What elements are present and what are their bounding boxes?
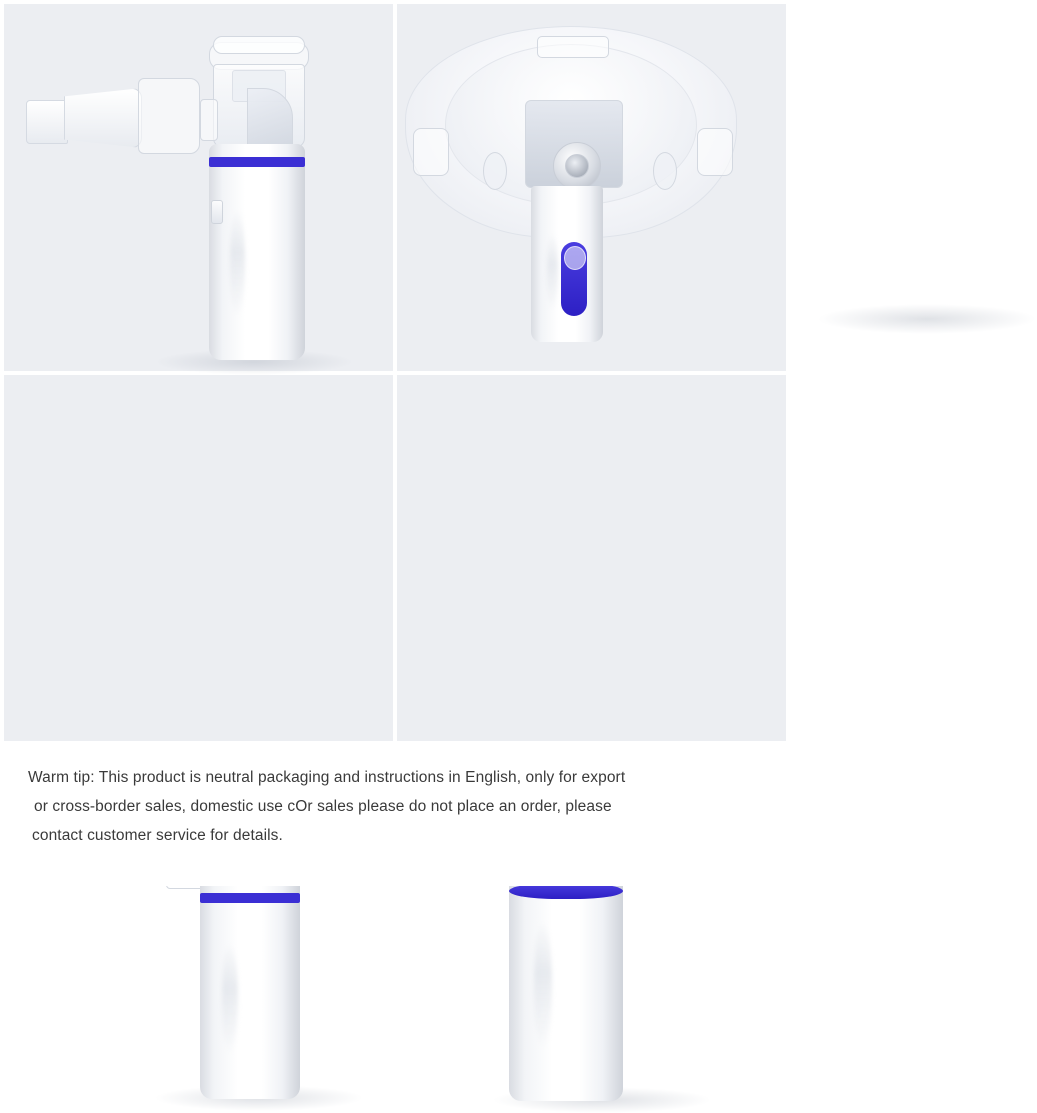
panel-nebulizer-front-view-heart — [397, 375, 786, 742]
panel-nebulizer-with-face-mask — [397, 4, 786, 371]
connector-latch — [200, 99, 218, 141]
side-button — [211, 200, 223, 224]
mask-vent-left — [483, 152, 507, 190]
device-body — [200, 877, 300, 1099]
mask-strap-tab-left — [413, 128, 449, 176]
mask-strap-tab-right — [697, 128, 733, 176]
cup-lid-rim — [213, 36, 305, 54]
warm-tip-line-2: or cross-border sales, domestic use cOr sales please do not place an order, please — [34, 798, 612, 815]
panel-nebulizer-with-mouthpiece — [4, 4, 393, 371]
mouthpiece-cone — [64, 88, 142, 148]
mesh-nozzle-center — [565, 154, 589, 178]
device-shadow — [817, 304, 1037, 334]
warm-tip-line-1: Warm tip: This product is neutral packaging and instructions in English, only for export — [28, 769, 626, 786]
warm-tip-line-3: contact customer service for details. — [32, 827, 283, 844]
device-body — [209, 144, 305, 360]
power-button-highlight — [564, 246, 586, 270]
warm-tip-block — [0, 749, 790, 886]
blue-band — [209, 157, 305, 167]
mask-nose-clip — [537, 36, 609, 58]
mouthpiece-flange — [26, 100, 68, 144]
mouthpiece-connector — [138, 78, 200, 154]
blue-band — [200, 893, 300, 903]
mask-vent-right — [653, 152, 677, 190]
panel-nebulizer-side-view — [4, 375, 393, 742]
